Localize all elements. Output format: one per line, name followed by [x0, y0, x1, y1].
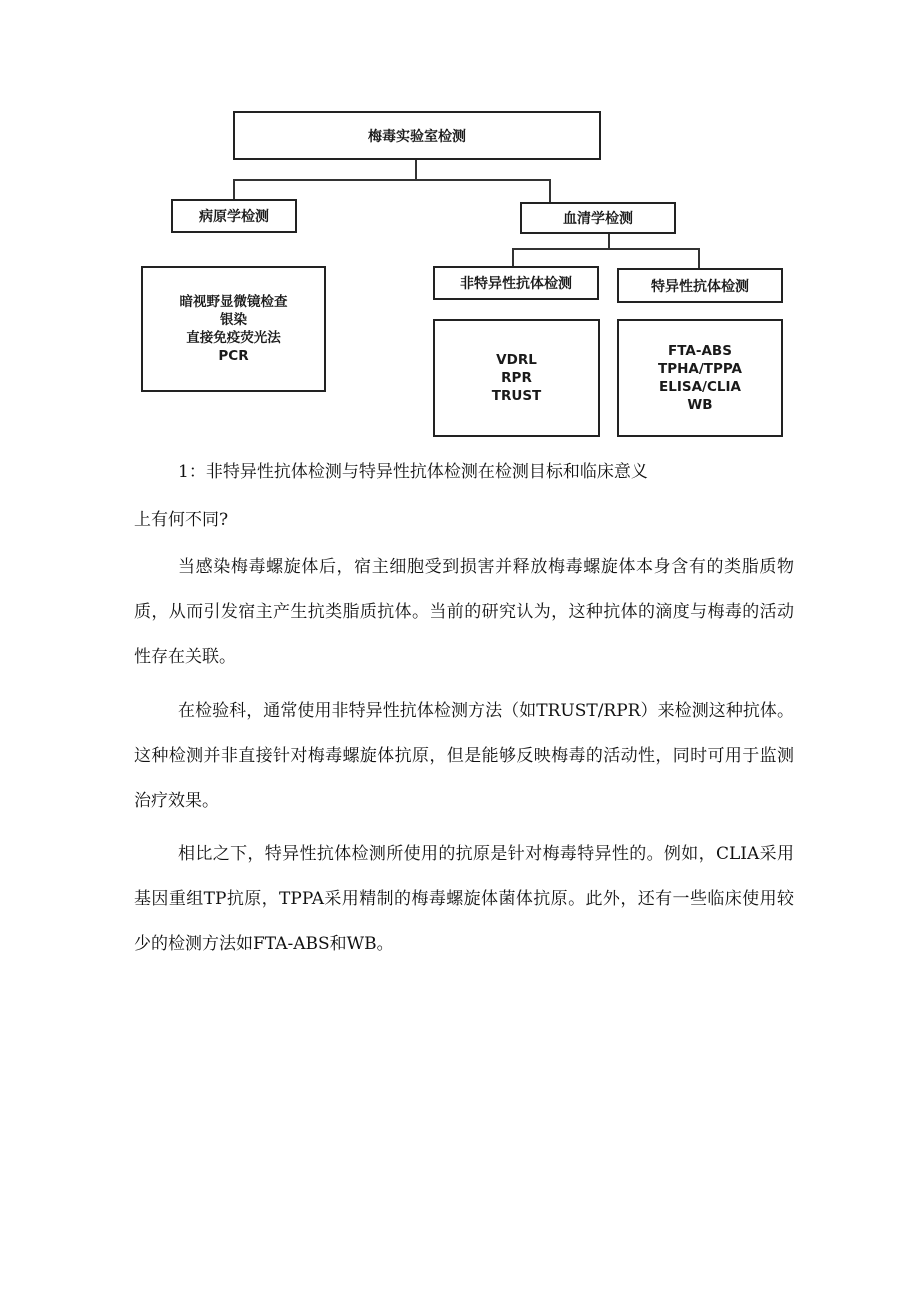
serology-label: 血清学检测: [563, 211, 633, 227]
treponemal-box: [617, 268, 783, 303]
connector-serology-horizontal: [512, 248, 700, 250]
treponemal-label: 特异性抗体检测: [651, 278, 749, 295]
pathology-method: PCR: [218, 348, 249, 364]
nontreponemal-method: RPR: [501, 370, 532, 386]
nontreponemal-methods-box: [433, 319, 600, 437]
treponemal-method: FTA-ABS: [668, 343, 732, 359]
question-line-1: 1：非特异性抗体检测与特异性抗体检测在检测目标和临床意义: [178, 462, 648, 482]
connector-to-pathology: [233, 179, 235, 201]
root-label: 梅毒实验室检测: [368, 128, 466, 145]
paragraph-1: 当感染梅毒螺旋体后，宿主细胞受到损害并释放梅毒螺旋体本身含有的类脂质物质，从而引发宿主产生抗类脂质抗体。当前的研究认为，这种抗体的滴度与梅毒的活动性存在关联。: [134, 557, 794, 667]
treponemal-methods-box: [617, 319, 783, 437]
paragraph-3: 相比之下，特异性抗体检测所使用的抗原是针对梅毒特异性的。例如，CLIA采用基因重组TP抗原，TPPA采用精制的梅毒螺旋体菌体抗原。此外，还有一些临床使用较少的检测方法如FTA-ABS和WB。: [134, 844, 794, 954]
root-box: [233, 111, 601, 160]
treponemal-method: TPHA/TPPA: [658, 361, 742, 377]
pathology-label: 病原学检测: [199, 209, 269, 225]
treponemal-method: WB: [687, 397, 713, 413]
connector-root-horizontal: [233, 179, 551, 181]
pathology-method: 银染: [220, 312, 247, 328]
connector-root-down: [415, 158, 417, 180]
pathology-method: 暗视野显微镜检查: [179, 294, 288, 310]
connector-to-nontreponemal: [512, 248, 514, 268]
paragraph-2: 在检验科，通常使用非特异性抗体检测方法（如TRUST/RPR）来检测这种抗体。这种检测并非直接针对梅毒螺旋体抗原，但是能够反映梅毒的活动性，同时可用于监测治疗效果。: [134, 701, 794, 811]
nontreponemal-box: [433, 266, 599, 300]
pathology-methods-box: [141, 266, 326, 392]
pathology-method: 直接免疫荧光法: [186, 330, 281, 346]
nontreponemal-method: VDRL: [496, 352, 537, 368]
connector-serology-down: [608, 232, 610, 249]
nontreponemal-method: TRUST: [491, 388, 542, 404]
connector-to-treponemal: [698, 248, 700, 270]
question-line-2: 上有何不同?: [134, 510, 229, 530]
treponemal-method: ELISA/CLIA: [659, 379, 741, 395]
serology-box: [520, 202, 676, 234]
connector-to-serology: [549, 179, 551, 204]
nontreponemal-label: 非特异性抗体检测: [460, 276, 572, 292]
pathology-box: [171, 199, 297, 233]
